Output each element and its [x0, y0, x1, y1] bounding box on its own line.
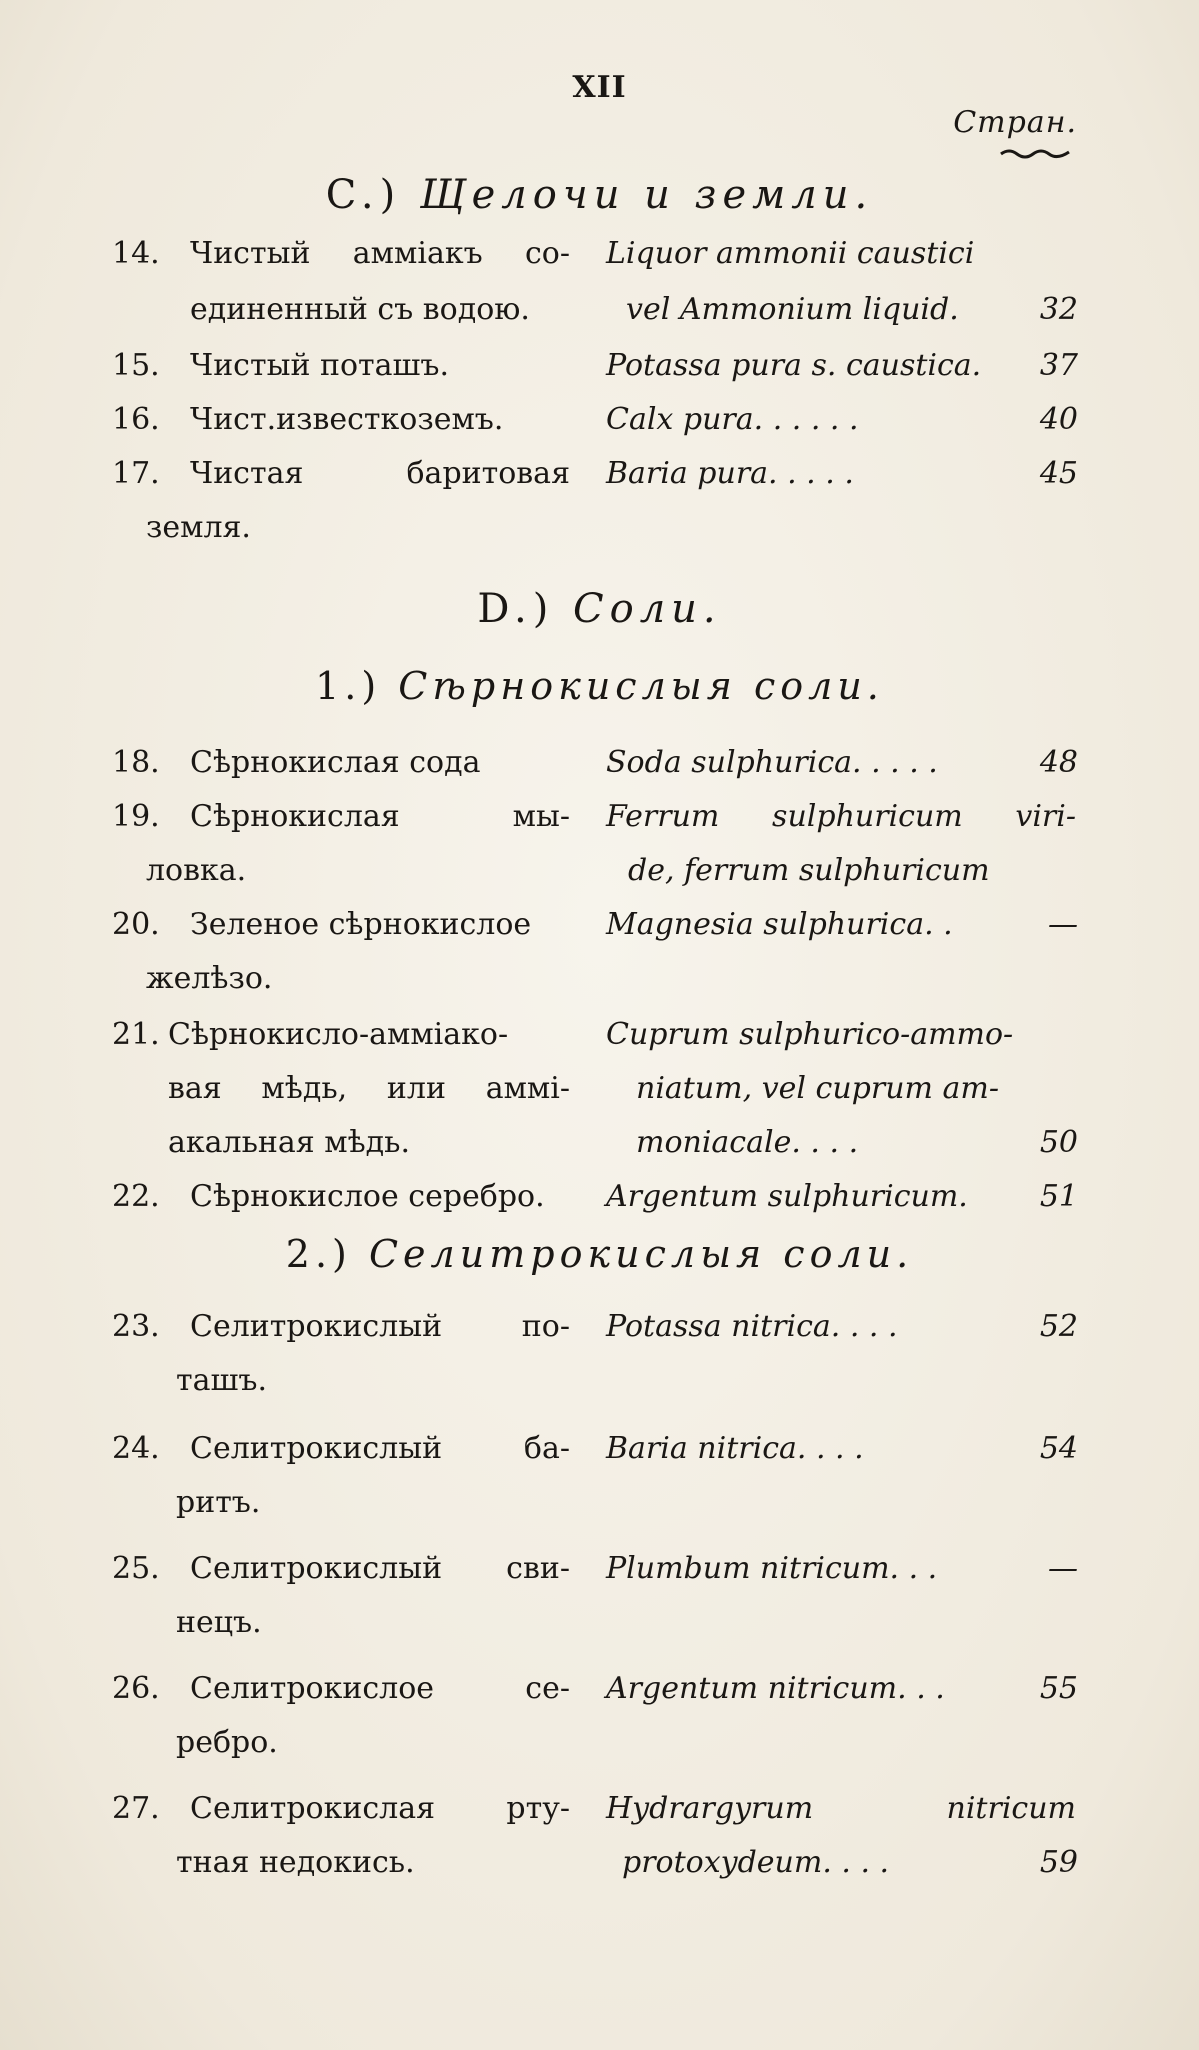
entry-latin: Plumbum nitricum. . .	[606, 1551, 938, 1586]
entry-page: 32	[1039, 292, 1078, 327]
entry-russian: ташъ.	[176, 1363, 267, 1398]
entry-russian: Селитрокислый ба-	[190, 1431, 570, 1466]
entry-number: 16.	[112, 402, 160, 437]
entry-latin: Magnesia sulphurica. .	[606, 907, 953, 942]
entry-russian: Чистая баритовая	[190, 456, 570, 491]
entry-latin: protoxydeum. . . .	[622, 1845, 890, 1880]
entry-number: 26.	[112, 1671, 160, 1706]
entry-russian: Зеленое сѣрнокислое	[190, 907, 532, 942]
entry-latin: Argentum sulphuricum.	[606, 1179, 968, 1214]
entry-page: 45	[1039, 456, 1078, 491]
page-number: XII	[572, 70, 627, 105]
entry-number: 22.	[112, 1179, 160, 1214]
entry-page: 51	[1039, 1179, 1078, 1214]
entry-number: 20.	[112, 907, 160, 942]
section-d2-letter: 2.)	[285, 1232, 352, 1276]
section-d2-heading	[0, 1232, 1199, 1276]
section-d1-heading	[0, 664, 1199, 708]
entry-page: 52	[1039, 1309, 1078, 1344]
entry-number: 24.	[112, 1431, 160, 1466]
entry-latin: Soda sulphurica. . . . .	[606, 745, 938, 780]
section-d-heading	[0, 586, 1199, 632]
page-column-label: Стран.	[953, 105, 1077, 140]
entry-page: 40	[1039, 402, 1078, 437]
section-d2-title: Селитрокислыя соли.	[368, 1232, 914, 1276]
section-c-title: Щелочи и земли.	[419, 172, 874, 218]
entry-latin: Baria pura. . . . .	[606, 456, 854, 491]
entry-page: 48	[1039, 745, 1078, 780]
entry-latin: Argentum nitricum. . .	[606, 1671, 945, 1706]
entry-page: —	[1048, 907, 1078, 942]
entry-number: 27.	[112, 1791, 160, 1826]
entry-number: 23.	[112, 1309, 160, 1344]
entry-latin: Calx pura. . . . . .	[606, 402, 859, 437]
entry-russian: Сѣрнокислая сода	[190, 745, 481, 780]
entry-russian: тная недокись.	[176, 1845, 415, 1880]
section-d-letter: D.)	[477, 586, 555, 632]
ornament-squiggle-icon	[999, 146, 1071, 160]
entry-number: 14.	[112, 236, 160, 271]
section-d-title: Соли.	[573, 586, 722, 632]
entry-russian: акальная мѣдь.	[168, 1125, 411, 1160]
entry-russian: Чист.известкоземъ.	[190, 402, 504, 437]
entry-latin: vel Ammonium liquid.	[626, 292, 959, 327]
entry-latin: Hydrargyrum nitricum	[606, 1791, 1076, 1826]
entry-russian: желѣзо.	[146, 961, 273, 996]
entry-russian: единенный съ водою.	[190, 292, 530, 327]
entry-latin: Potassa pura s. caustica.	[606, 348, 982, 383]
entry-latin: Ferrum sulphuricum viri-	[606, 799, 1076, 834]
section-d1-title: Сѣрнокислыя соли.	[398, 664, 884, 708]
section-d1-letter: 1.)	[315, 664, 382, 708]
entry-number: 25.	[112, 1551, 160, 1586]
entry-russian: ритъ.	[176, 1485, 261, 1520]
entry-number: 19.	[112, 799, 160, 834]
entry-russian: земля.	[146, 510, 251, 545]
entry-latin: Cuprum sulphurico-ammo-	[606, 1017, 1014, 1052]
entry-russian: Селитрокислый по-	[190, 1309, 570, 1344]
entry-page: —	[1048, 1551, 1078, 1586]
entry-latin: Potassa nitrica. . . .	[606, 1309, 898, 1344]
entry-russian: Чистый аммiакъ со-	[190, 236, 570, 271]
entry-russian: ловка.	[146, 853, 247, 888]
entry-number: 17.	[112, 456, 160, 491]
entry-russian: Селитрокислая рту-	[190, 1791, 570, 1826]
entry-page: 50	[1039, 1125, 1078, 1160]
section-c-letter: C.)	[325, 172, 402, 218]
entry-page: 54	[1039, 1431, 1078, 1466]
section-c-heading	[0, 172, 1199, 218]
entry-russian: Сѣрнокислая мы-	[190, 799, 570, 834]
entry-latin: Liquor ammonii caustici	[606, 236, 975, 271]
entry-russian: Селитрокислое се-	[190, 1671, 570, 1706]
entry-russian: Сѣрнокислое серебро.	[190, 1179, 545, 1214]
entry-number: 21.	[112, 1017, 160, 1052]
entry-russian: ребро.	[176, 1725, 278, 1760]
entry-page: 55	[1039, 1671, 1078, 1706]
entry-latin: niatum, vel cuprum am-	[636, 1071, 999, 1106]
entry-latin: Baria nitrica. . . .	[606, 1431, 864, 1466]
entry-latin: moniacale. . . .	[636, 1125, 859, 1160]
entry-number: 18.	[112, 745, 160, 780]
entry-page: 37	[1039, 348, 1078, 383]
entry-russian: нецъ.	[176, 1605, 262, 1640]
entry-russian: Сѣрнокисло-аммiако-	[168, 1017, 509, 1052]
entry-page: 59	[1039, 1845, 1078, 1880]
entry-number: 15.	[112, 348, 160, 383]
entry-latin: de, ferrum sulphuricum	[628, 853, 990, 888]
entry-russian: Селитрокислый сви-	[190, 1551, 570, 1586]
entry-russian: вая мѣдь, или аммi-	[168, 1071, 570, 1106]
entry-russian: Чистый поташъ.	[190, 348, 450, 383]
